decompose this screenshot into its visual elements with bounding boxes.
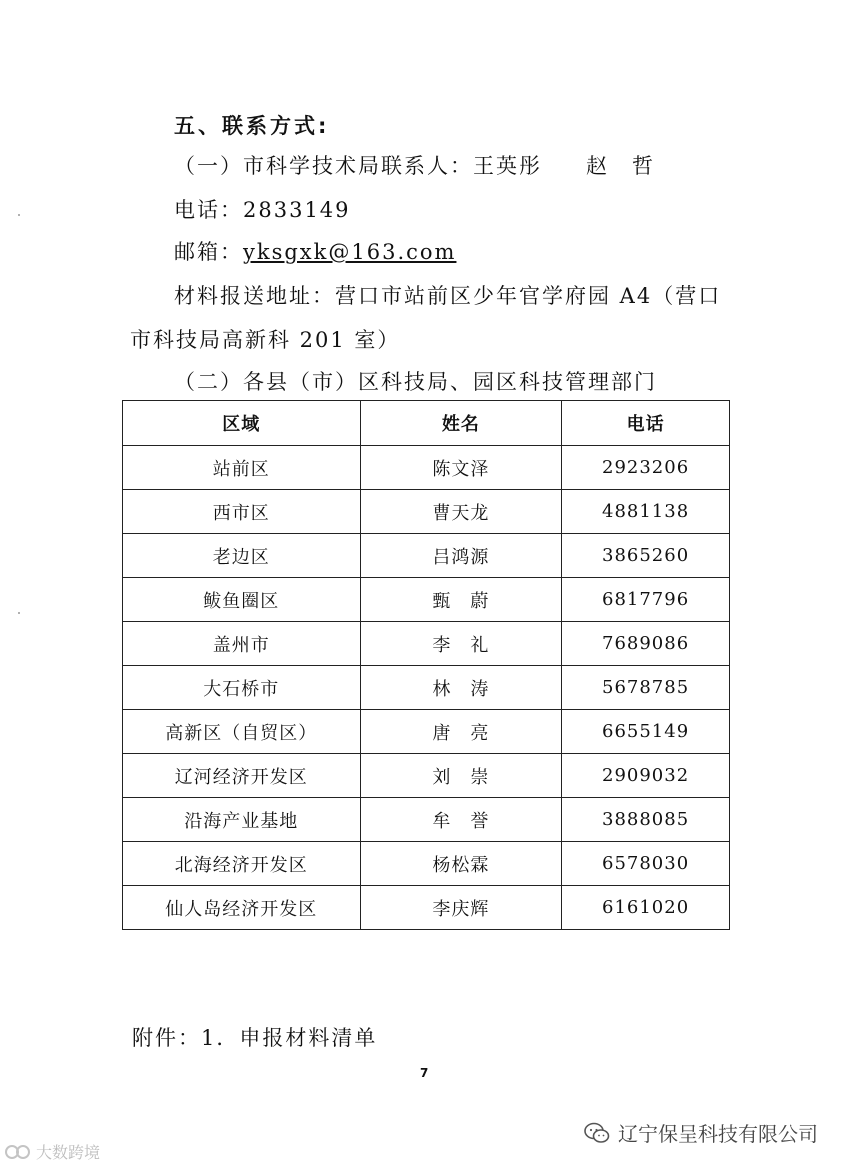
cell-phone: 6655149 <box>562 710 730 754</box>
cell-region: 老边区 <box>123 534 361 578</box>
logo-icon <box>4 1143 32 1161</box>
page-number: 7 <box>420 1066 429 1080</box>
cell-name: 李 礼 <box>360 622 562 666</box>
contacts-table <box>122 400 730 930</box>
cell-name: 杨松霖 <box>360 842 562 886</box>
table-row <box>123 666 730 710</box>
cell-region: 沿海产业基地 <box>123 798 361 842</box>
contact-person-second: 赵 哲 <box>586 154 655 178</box>
cell-region: 高新区（自贸区） <box>123 710 361 754</box>
table-row <box>123 622 730 666</box>
header-region: 区域 <box>123 401 361 446</box>
contact-person-line <box>174 150 655 180</box>
watermark-left-text: 大数跨境 <box>36 1143 101 1162</box>
watermark-left <box>4 1140 100 1163</box>
cell-phone: 3888085 <box>562 798 730 842</box>
cell-phone: 6817796 <box>562 578 730 622</box>
table-row <box>123 798 730 842</box>
cell-name: 甄 蔚 <box>360 578 562 622</box>
cell-region: 站前区 <box>123 446 361 490</box>
section-heading: 五、联系方式: <box>174 114 330 138</box>
cell-phone: 4881138 <box>562 490 730 534</box>
cell-region: 鲅鱼圈区 <box>123 578 361 622</box>
cell-phone: 7689086 <box>562 622 730 666</box>
email-label: 邮箱： <box>174 240 243 264</box>
cell-name: 牟 誉 <box>360 798 562 842</box>
attachment-line: 附件：1．申报材料清单 <box>132 1026 378 1050</box>
email-line <box>174 236 456 266</box>
phone-line: 电话：2833149 <box>174 198 351 222</box>
table-header-row <box>123 401 730 446</box>
table-row <box>123 710 730 754</box>
cell-name: 李庆辉 <box>360 886 562 930</box>
watermark-right <box>584 1118 818 1147</box>
cell-name: 林 涛 <box>360 666 562 710</box>
contact-person-prefix: （一）市科学技术局联系人：王英彤 <box>174 154 542 178</box>
cell-region: 大石桥市 <box>123 666 361 710</box>
subheading-districts: （二）各县（市）区科技局、园区科技管理部门 <box>174 370 657 394</box>
cell-region: 西市区 <box>123 490 361 534</box>
table-row <box>123 754 730 798</box>
wechat-icon <box>584 1122 610 1144</box>
cell-name: 吕鸿源 <box>360 534 562 578</box>
cell-name: 刘 崇 <box>360 754 562 798</box>
cell-phone: 2923206 <box>562 446 730 490</box>
watermark-right-text: 辽宁保呈科技有限公司 <box>618 1122 818 1146</box>
cell-phone: 6161020 <box>562 886 730 930</box>
header-phone: 电话 <box>562 401 730 446</box>
table-row <box>123 886 730 930</box>
cell-phone: 2909032 <box>562 754 730 798</box>
header-name: 姓名 <box>360 401 562 446</box>
address-line-1: 材料报送地址：营口市站前区少年官学府园 A4（营口 <box>174 284 722 308</box>
table-row <box>123 446 730 490</box>
cell-region: 北海经济开发区 <box>123 842 361 886</box>
address-line-2: 市科技局高新科 201 室） <box>130 328 401 352</box>
table-row <box>123 842 730 886</box>
scan-mark <box>18 214 20 216</box>
cell-phone: 5678785 <box>562 666 730 710</box>
cell-name: 曹天龙 <box>360 490 562 534</box>
scan-mark <box>18 612 20 614</box>
cell-name: 唐 亮 <box>360 710 562 754</box>
cell-region: 盖州市 <box>123 622 361 666</box>
table-row <box>123 490 730 534</box>
cell-name: 陈文泽 <box>360 446 562 490</box>
table-row <box>123 578 730 622</box>
cell-phone: 3865260 <box>562 534 730 578</box>
cell-phone: 6578030 <box>562 842 730 886</box>
cell-region: 辽河经济开发区 <box>123 754 361 798</box>
cell-region: 仙人岛经济开发区 <box>123 886 361 930</box>
email-link[interactable]: yksgxk@163.com <box>243 240 457 264</box>
table-row <box>123 534 730 578</box>
